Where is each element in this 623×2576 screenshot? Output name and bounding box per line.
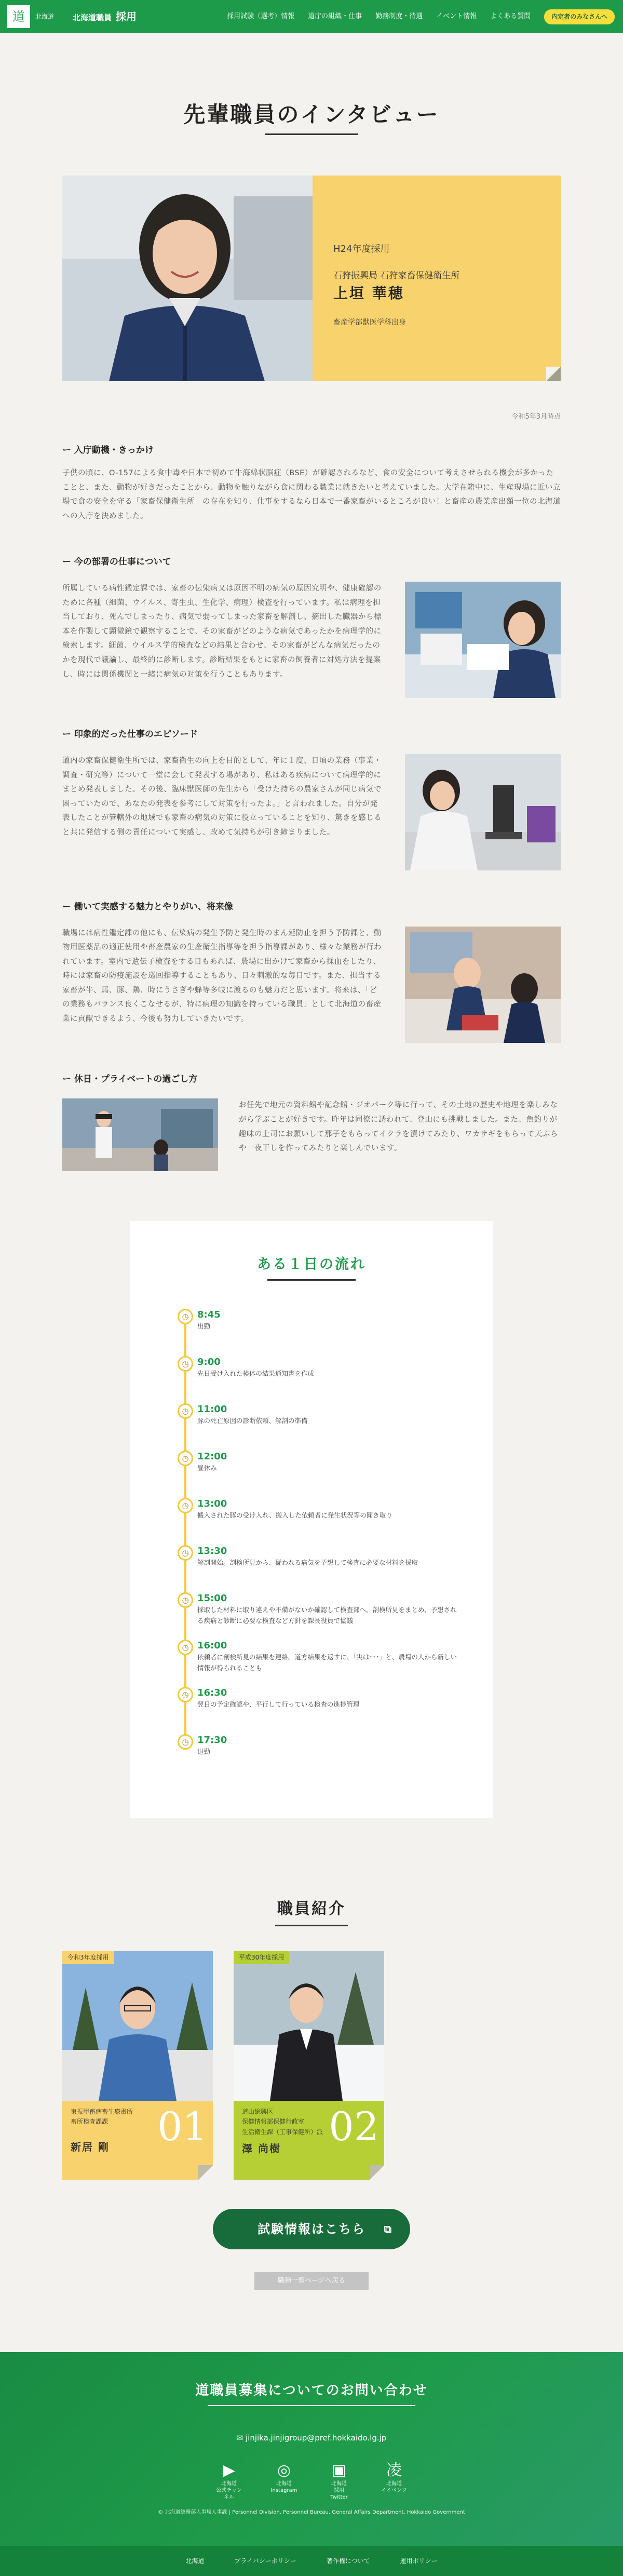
profile-year: H24年度採用 bbox=[333, 243, 390, 254]
section-text: 道内の家畜保健衛生所では、家畜衛生の向上を目的として、年に１度、日頃の業務（事業・調査・研究等）について一堂に会して発表する場があり、私はある疾病について病理学的にまとめ発表しました。その後、臨床獣医師の先生から「受けた持ちの農家さんが同じ病気で困っていたので、あなたの発表を参考にして対策を行ったよ。」と言われました。自分が発表したことが管轄外の地域でも家畜の病気の対策に役立っていることを知り、驚きを感じると共に発信する側の責任について実感し、改めて気持ちが引き締まりました。 bbox=[62, 756, 382, 837]
timeline-desc: 翌日の予定確認や、平行して行っている検査の進捗管理 bbox=[197, 1700, 360, 1709]
staff-name: 新居 剛 bbox=[71, 2140, 110, 2153]
footer-link-hokkaido[interactable]: 北海道 bbox=[185, 2557, 205, 2565]
team-photo bbox=[405, 927, 561, 1043]
microscope-photo bbox=[405, 754, 561, 870]
profile-hero bbox=[62, 176, 561, 381]
clock-icon: ◷ bbox=[178, 1403, 193, 1419]
timeline-desc: 解剖開始。剖検所見から、疑われる病気を予想して検査に必要な材料を採取 bbox=[197, 1559, 418, 1567]
nav-exam-info[interactable]: 採用試験（選考）情報 bbox=[227, 12, 295, 20]
timeline-time: 15:00 bbox=[197, 1592, 227, 1604]
footer-link-privacy[interactable]: プライバシーポリシー bbox=[234, 2557, 296, 2565]
section-text: 職場には病性鑑定課の他にも、伝染病の発生予防と発生時のまん延防止を担う予防課と、動物用医薬品の適正使用や畜産農家の生産衛生指導等を担う指導課があり、様々な業務が行われています。室内で遺伝子検査をする日もあれば、農場に出かけて家畜から採血をしたり、時には家畜の防疫施設を巡回指導することもあり、日々刺激的な毎日です。また、担当する家畜が牛、馬、豚、鶏、時にうさぎや蜂等多岐に渡るのも魅力だと思います。将来は、「どの業務もバランス良くこなせるが、特に病理の知識を持っている職員」として北海道の畜産業に貢献できるよう、今後も努力していきたいです。 bbox=[62, 929, 382, 1024]
exam-info-button[interactable] bbox=[213, 2209, 410, 2249]
footer-link-policy[interactable]: 運用ポリシー bbox=[400, 2557, 438, 2565]
staff-number: 02 bbox=[329, 2103, 379, 2150]
profile-photo bbox=[62, 176, 313, 381]
corner-fold bbox=[198, 2165, 213, 2180]
section-title: ー 働いて実感する魅力とやりがい、将来像 bbox=[62, 901, 233, 912]
date-note: 令和5年3月時点 bbox=[511, 412, 561, 421]
contact-mail[interactable] bbox=[0, 2431, 623, 2445]
external-link-icon: ⧉ bbox=[384, 2223, 392, 2236]
timeline-desc: 退勤 bbox=[197, 1748, 211, 1756]
staff-card[interactable] bbox=[62, 1951, 213, 2180]
footer-title-underline bbox=[208, 2405, 415, 2406]
clock-icon: ◷ bbox=[178, 1545, 193, 1561]
nav-events[interactable]: イベント情報 bbox=[436, 12, 477, 20]
clock-icon: ◷ bbox=[178, 1640, 193, 1655]
staff-photo bbox=[62, 1951, 213, 2101]
timeline-item bbox=[178, 1545, 493, 1592]
section-title: ー 入庁動機・きっかけ bbox=[62, 445, 154, 455]
schedule-title-underline bbox=[267, 1279, 356, 1281]
section-private bbox=[62, 1072, 561, 1172]
corner-fold bbox=[546, 367, 561, 381]
timeline-item bbox=[178, 1356, 493, 1403]
staff-info bbox=[242, 2107, 330, 2157]
staff-info bbox=[71, 2107, 159, 2155]
staff-badge: 平成30年度採用 bbox=[234, 1951, 289, 1964]
events-label: 北海道 イイベンツ bbox=[381, 2480, 407, 2493]
private-photo bbox=[62, 1098, 218, 1171]
section-episode bbox=[62, 727, 561, 870]
site-title-main: 採用 bbox=[116, 10, 137, 23]
youtube-link[interactable] bbox=[215, 2460, 242, 2501]
schedule-title: ある１日の流れ bbox=[257, 1256, 366, 1273]
section-current-job bbox=[62, 555, 561, 698]
timeline-time: 9:00 bbox=[197, 1356, 221, 1367]
staff-name: 澤 尚樹 bbox=[242, 2142, 281, 2155]
staff-photo bbox=[234, 1951, 384, 2101]
footer-links bbox=[0, 2546, 623, 2576]
staff-number: 01 bbox=[157, 2103, 208, 2150]
timeline-item bbox=[178, 1403, 493, 1451]
timeline-time: 16:00 bbox=[197, 1640, 227, 1651]
timeline-time: 11:00 bbox=[197, 1403, 227, 1415]
timeline-time: 13:00 bbox=[197, 1498, 227, 1509]
site-header bbox=[0, 0, 623, 33]
title-underline bbox=[265, 133, 358, 135]
logo[interactable] bbox=[7, 5, 30, 28]
clock-icon: ◷ bbox=[178, 1309, 193, 1324]
site-title[interactable] bbox=[73, 8, 137, 26]
section-text: 所属している病性鑑定課では、家畜の伝染病又は原因不明の病気の原因究明や、健康確認のために各種（細菌、ウイルス、寄生虫、生化学、病理）検査を行っています。私は病理を担当しており、死んでしまったり、病気で弱ってしまった家畜を解剖し、摘出した臓器から標本を作製して顕微鏡で観察することで、その家畜がどのような病気であったかを病理学的に検索します。細菌、ウイルス学的検査などの結果と合わせ、その家畜がどんな病気だったのかを現代で議論し、最終的に診断します。診断結果をもとに家畜の飼養者に対処方法を提案し、時には関係機関と一緒に病気の対策を行うこともあります。 bbox=[62, 584, 382, 679]
section-title: ー 今の部署の仕事について bbox=[62, 557, 171, 568]
daily-schedule bbox=[130, 1221, 493, 1817]
timeline-desc: 搬入された豚の受け入れ、搬入した依頼者に発生状況等の聞き取り bbox=[197, 1511, 392, 1520]
timeline-item bbox=[178, 1687, 493, 1734]
back-to-list-button[interactable]: 職種一覧ページへ戻る bbox=[254, 2272, 369, 2290]
clock-icon: ◷ bbox=[178, 1592, 193, 1608]
clock-icon: ◷ bbox=[178, 1451, 193, 1466]
timeline-item bbox=[178, 1592, 493, 1640]
page-title: 先輩職員のインタビュー bbox=[183, 102, 440, 127]
contact-mail-address: jinjika.jinjigroup@pref.hokkaido.lg.jp bbox=[245, 2433, 387, 2443]
timeline-item bbox=[178, 1734, 493, 1781]
clock-icon: ◷ bbox=[178, 1498, 193, 1513]
events-link[interactable] bbox=[381, 2460, 408, 2501]
hokkaido-logo-icon: 道 bbox=[12, 9, 25, 24]
timeline-item bbox=[178, 1309, 493, 1356]
section-title: ー 印象的だった仕事のエピソード bbox=[62, 729, 198, 740]
staff-badge: 令和3年度採用 bbox=[62, 1951, 114, 1964]
timeline-desc: 採取した材料に取り違えや不備がないか確認して検査部へ。剖検所見をまとめ、予想される疾病と診断に必要な検査など方針を課長役員で協議 bbox=[197, 1606, 457, 1625]
profile-name: 上垣 華穂 bbox=[333, 285, 404, 302]
section-attraction bbox=[62, 900, 561, 1043]
timeline-time: 13:30 bbox=[197, 1545, 227, 1557]
main-nav bbox=[227, 9, 615, 24]
timeline-desc: 昼休み bbox=[197, 1464, 217, 1472]
clock-icon: ◷ bbox=[178, 1734, 193, 1750]
nav-faq[interactable]: よくある質問 bbox=[490, 12, 531, 20]
section-text: お任先で地元の資料館や記念館・ジオパーク等に行って、その土地の歴史や地理を楽しみながら学ぶことが好きです。昨年は同僚に誘われて、登山にも挑戦しました。また、魚釣りが趣味の上司にお願いして那子をもらってイクラを漬けてみたり、ワカサギをもらって天ぷらや一夜干しを作ってみたりと楽しんでいます。 bbox=[239, 1101, 558, 1153]
pref-name: 北海道 bbox=[35, 12, 55, 20]
staff-title-underline bbox=[275, 1925, 348, 1926]
twitter-link[interactable] bbox=[326, 2460, 353, 2501]
corner-fold bbox=[370, 2165, 384, 2180]
timeline-item bbox=[178, 1640, 493, 1687]
timeline-desc: 先日受け入れた検体の結果通知書を作成 bbox=[197, 1370, 315, 1378]
instagram-label: 北海道 Instagram bbox=[270, 2480, 297, 2493]
instagram-icon: ◎ bbox=[277, 2461, 291, 2479]
timeline-desc: 豚の死亡原因の診断依頼、解剖の準備 bbox=[197, 1417, 308, 1425]
instagram-link[interactable] bbox=[270, 2460, 297, 2501]
staff-dept: 東振甲畜病畜生療畫所 畜所検査課課 bbox=[71, 2108, 133, 2126]
footer-link-copyright[interactable]: 著作権について bbox=[326, 2557, 370, 2565]
section-title: ー 休日・プライベートの過ごし方 bbox=[62, 1074, 198, 1084]
timeline-item bbox=[178, 1498, 493, 1545]
nav-organization[interactable]: 道庁の組織・仕事 bbox=[308, 12, 362, 20]
staff-title: 職員紹介 bbox=[277, 1899, 346, 1918]
timeline-time: 17:30 bbox=[197, 1734, 227, 1746]
timeline-time: 16:30 bbox=[197, 1687, 227, 1698]
social-links bbox=[0, 2460, 623, 2501]
twitter-icon: ▣ bbox=[331, 2461, 347, 2479]
clock-icon: ◷ bbox=[178, 1356, 193, 1372]
section-text: 子供の頃に、O-157による食中毒や日本で初めて牛海綿状脳症（BSE）が確認されるなど、食の安全について考えさせられる機会が多かったことと、また、動物が好きだったことから、動物を触りながら食に関わる職業に就きたいと考えていました。大学在籍中に、生産現場に近い立場で食の安全を守る「家畜保健衛生所」の存在を知り、仕事をするなら日本で一番家畜がいるところが良い！と畜産の農業産出額一位の北海道への入庁を決めました。 bbox=[62, 469, 561, 520]
footer bbox=[0, 2352, 623, 2576]
youtube-label: 北海道 公式チャンネル bbox=[216, 2480, 242, 2500]
staff-title-block bbox=[0, 1896, 623, 1927]
timeline-time: 12:00 bbox=[197, 1451, 227, 1462]
nav-work-system[interactable]: 勤務制度・待遇 bbox=[375, 12, 423, 20]
timeline-time: 8:45 bbox=[197, 1309, 221, 1320]
events-icon: 凌 bbox=[386, 2461, 402, 2479]
timeline-item bbox=[178, 1451, 493, 1498]
staff-dept: 道山総興区 保健情報部保健行政室 生活衛生課（工事保健所）派 bbox=[242, 2108, 323, 2136]
section-motivation bbox=[62, 443, 561, 524]
profile-dept: 石狩振興局 石狩家畜保健衛生所 bbox=[333, 271, 460, 281]
lab-photo bbox=[405, 582, 561, 698]
staff-card[interactable] bbox=[234, 1951, 384, 2180]
staff-cards bbox=[62, 1951, 561, 2180]
footer-title: 道職員募集についてのお問い合わせ bbox=[195, 2383, 428, 2399]
clock-icon: ◷ bbox=[178, 1687, 193, 1702]
mail-icon: ✉ bbox=[236, 2433, 246, 2443]
youtube-icon: ▶ bbox=[223, 2461, 235, 2479]
profile-info bbox=[313, 176, 561, 381]
copyright: © 北海道総務部人事局人事課 | Personnel Division, Personnel Bureau, General Affairs Department, Hokkaido Government bbox=[158, 2509, 465, 2515]
site-title-prefix: 北海道職員 bbox=[73, 12, 112, 22]
profile-school: 畜産学部獣医学科出身 bbox=[333, 318, 406, 327]
page-title-block bbox=[0, 33, 623, 135]
timeline-desc: 出勤 bbox=[197, 1322, 211, 1331]
nav-offer-holders-button[interactable]: 内定者のみなさんへ bbox=[544, 9, 615, 24]
timeline-desc: 依頼者に剖検所見の結果を連絡。道方結果を返すに、「実は･･･」と、農場の人から新しい情報が得られることも bbox=[197, 1653, 457, 1672]
timeline bbox=[178, 1309, 493, 1781]
exam-info-label: 試験情報はこちら bbox=[258, 2222, 365, 2237]
twitter-label: 北海道 採用Twitter bbox=[330, 2480, 348, 2500]
